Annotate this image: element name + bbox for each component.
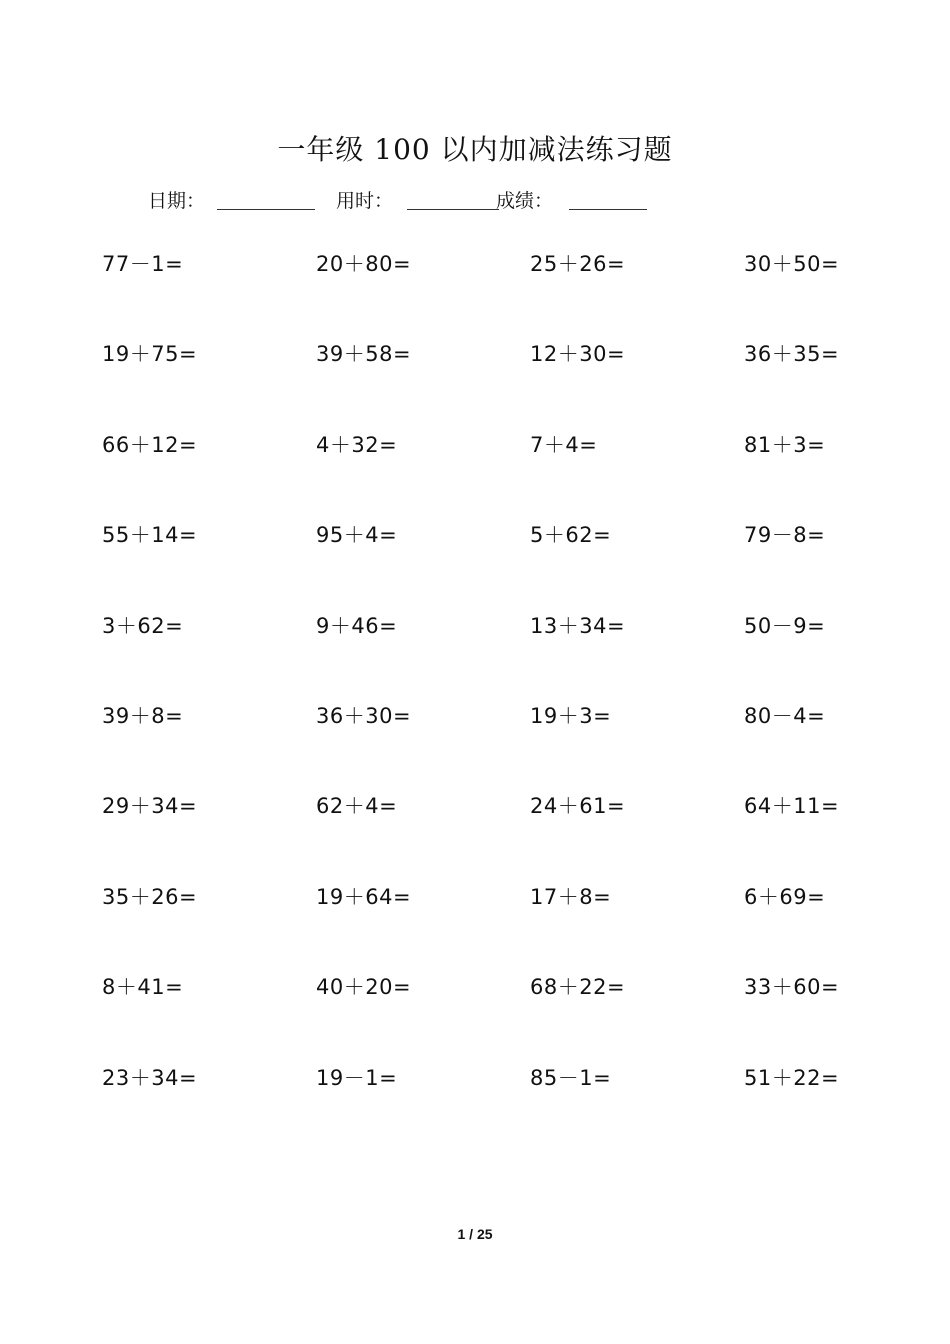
date-label: 日期：: [148, 190, 206, 212]
problem-item: 20＋80=: [316, 252, 412, 276]
problem-item: 39＋8=: [102, 704, 184, 728]
problem-item: 5＋62=: [530, 523, 612, 547]
problem-item: 95＋4=: [316, 523, 398, 547]
problem-item: 8＋41=: [102, 975, 184, 999]
page-title: 一年级 100 以内加减法练习题: [277, 133, 673, 166]
problem-item: 9＋46=: [316, 614, 398, 638]
problem-item: 39＋58=: [316, 342, 412, 366]
problem-item: 36＋35=: [744, 342, 840, 366]
problem-item: 36＋30=: [316, 704, 412, 728]
problem-item: 33＋60=: [744, 975, 840, 999]
problem-item: 29＋34=: [102, 794, 198, 818]
problem-item: 79－8=: [744, 523, 826, 547]
problem-item: 19－1=: [316, 1066, 398, 1090]
problem-item: 50－9=: [744, 614, 826, 638]
problem-item: 55＋14=: [102, 523, 198, 547]
problem-item: 62＋4=: [316, 794, 398, 818]
problem-item: 23＋34=: [102, 1066, 198, 1090]
problem-item: 85－1=: [530, 1066, 612, 1090]
problem-item: 13＋34=: [530, 614, 626, 638]
problem-item: 17＋8=: [530, 885, 612, 909]
problem-item: 4＋32=: [316, 433, 398, 457]
score-label: 成绩：: [496, 190, 554, 212]
problem-item: 24＋61=: [530, 794, 626, 818]
problem-item: 66＋12=: [102, 433, 198, 457]
problem-item: 19＋75=: [102, 342, 198, 366]
problem-item: 80－4=: [744, 704, 826, 728]
problem-item: 12＋30=: [530, 342, 626, 366]
problem-item: 19＋3=: [530, 704, 612, 728]
problem-item: 64＋11=: [744, 794, 840, 818]
problem-item: 7＋4=: [530, 433, 598, 457]
problem-item: 3＋62=: [102, 614, 184, 638]
problem-item: 68＋22=: [530, 975, 626, 999]
problem-item: 51＋22=: [744, 1066, 840, 1090]
page-number: 1 / 25: [457, 1226, 493, 1242]
problem-item: 19＋64=: [316, 885, 412, 909]
problem-item: 77－1=: [102, 252, 184, 276]
problem-item: 40＋20=: [316, 975, 412, 999]
problem-item: 25＋26=: [530, 252, 626, 276]
problem-item: 6＋69=: [744, 885, 826, 909]
problem-item: 30＋50=: [744, 252, 840, 276]
time-label: 用时：: [336, 190, 394, 212]
problem-item: 81＋3=: [744, 433, 826, 457]
problem-item: 35＋26=: [102, 885, 198, 909]
